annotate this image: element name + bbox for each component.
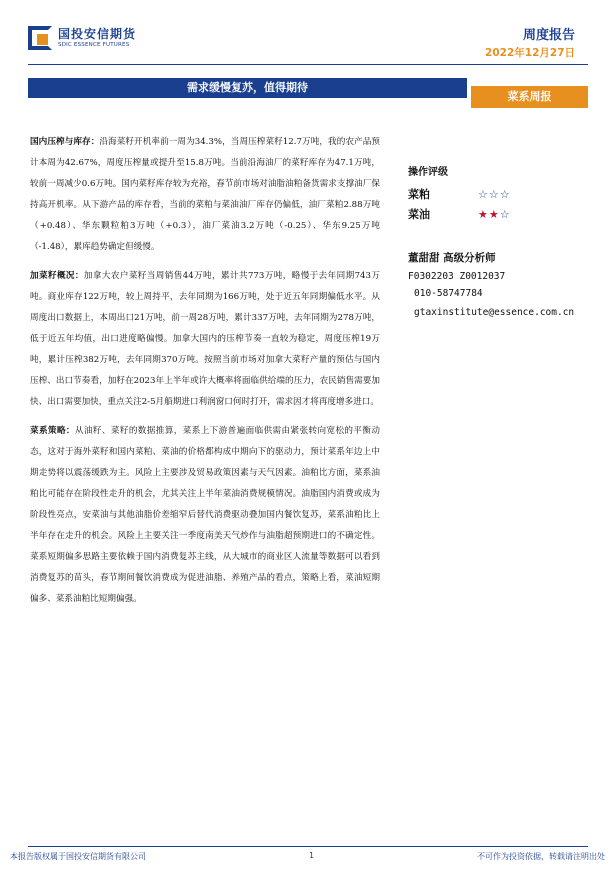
section-canada-canola bbox=[30, 266, 380, 413]
analyst-phone: 010-58747784 bbox=[414, 288, 483, 299]
sidebar bbox=[408, 163, 603, 318]
star-rating-icon: ☆☆☆ bbox=[478, 187, 511, 201]
section-text: 加拿大农户菜籽当周销售44万吨，累计共773万吨，略慢于去年同期743万吨。商业库存122万吨，较上周持平，去年同期为166万吨，处于近五年同期偏低水平。从周度出口数据上，本周出口21万吨，前一周28万吨，累计337万吨，去年同期为278万吨，低于近五年均值，出口进度略偏慢。加拿大国内的压榨节奏一直较为稳定，周度压榨19万吨，累计压榨382万吨，去年同期370万吨。按照当前市场对加拿大菜籽产量的预估与国内压榨、出口节奏看，加籽在2023年上半年或许大概率将面临供给端的压力，农民销售需要加快、出口需要加快，重点关注2-5月船期进口利润窗口何时打开，需求因才将再度增多进口。 bbox=[30, 271, 380, 407]
rating-row-rapeseed-oil bbox=[408, 204, 603, 224]
footer-divider bbox=[28, 846, 588, 847]
main-content bbox=[30, 132, 380, 618]
logo-mark-icon bbox=[28, 26, 52, 50]
report-category-tag: 菜系周报 bbox=[471, 86, 588, 108]
section-lead: 国内压榨与库存： bbox=[30, 137, 100, 147]
title-band bbox=[28, 70, 588, 116]
analyst-name: 董甜甜 高级分析师 bbox=[408, 252, 496, 264]
analyst-email[interactable]: gtaxinstitute@essence.com.cn bbox=[414, 307, 575, 318]
section-lead: 加菜籽概况： bbox=[30, 271, 84, 281]
brand-name-cn: 国投安信期货 bbox=[58, 27, 137, 41]
report-headline: 需求缓慢复苏，值得期待 bbox=[187, 81, 308, 94]
star-rating-icon: ★★☆ bbox=[478, 207, 511, 221]
header-divider bbox=[28, 64, 588, 65]
rating-title: 操作评级 bbox=[408, 167, 448, 178]
report-type: 周度报告 bbox=[522, 28, 575, 43]
section-text: 从油籽、菜籽的数据推算，菜系上下游普遍面临供需由紧张转向宽松的平衡动态，这对于海外菜籽和国内菜粕、菜油的价格都构成中期向下的驱动力，预计菜系年边上中期走势将以震荡缓跌为主。风险上主要涉及贸易政策因素与天气因素。油粕比方面，菜系油粕比可能存在阶段性走升的机会，尤其关注上半年菜油消费规模情况。油脂国内消费或成为阶段性亮点，安菜油与其他油脂价差缩窄后替代消费驱动叠加国内餐饮复苏，菜系油粕比上半年存在走升的机会。风险上主要关注一季度南美天气炒作与油脂超预期进口的不确定性。菜系短期偏多思路主要依赖于国内消费复苏主线，从大城市的商业区人流量等数据可以看到消费复苏的苗头，春节期间餐饮消费成为促进油脂、养殖产品的看点，策略上看，菜油短期偏多、菜系油粕比短期偏强。 bbox=[30, 426, 380, 604]
section-lead: 菜系策略： bbox=[30, 426, 75, 436]
section-domestic-crush bbox=[30, 132, 380, 258]
section-strategy bbox=[30, 421, 380, 610]
footer-copyright: 本报告版权属于国投安信期货有限公司 bbox=[10, 852, 146, 861]
section-text: 沿海菜籽开机率前一周为34.3%，当周压榨菜籽12.7万吨，我的农产品预计本周为42.67%，周度压榨量或提升至15.8万吨。当前沿海油厂的菜籽库存为47.1万吨，较前一周减少0.6万吨。国内菜籽库存较为充裕，春节前市场对油脂油粕备货需求支撑油厂保持高开机率。从下游产品的库存看，当前的菜粕与菜油油厂库存仍偏低，油厂菜粕2.88万吨（+0.48）、华东颗粒粕3万吨（+0.3），油厂菜油3.2万吨（-0.25）、华东9.25万吨（-1.48），累库趋势确定但缓慢。 bbox=[30, 137, 380, 252]
rating-product: 菜粕 bbox=[408, 188, 430, 201]
report-header bbox=[0, 0, 615, 70]
rating-product: 菜油 bbox=[408, 208, 430, 221]
report-date: 2022年12月27日 bbox=[485, 47, 575, 59]
footer-disclaimer: 不可作为投资依据，转载请注明出处 bbox=[477, 852, 605, 861]
analyst-certificate: F0302203 Z0012037 bbox=[408, 271, 506, 282]
brand-logo bbox=[28, 26, 136, 50]
rating-row-rapeseed-meal bbox=[408, 184, 603, 204]
page-number: 1 bbox=[309, 851, 315, 860]
brand-name-en: SDIC ESSENCE FUTURES bbox=[58, 42, 130, 48]
